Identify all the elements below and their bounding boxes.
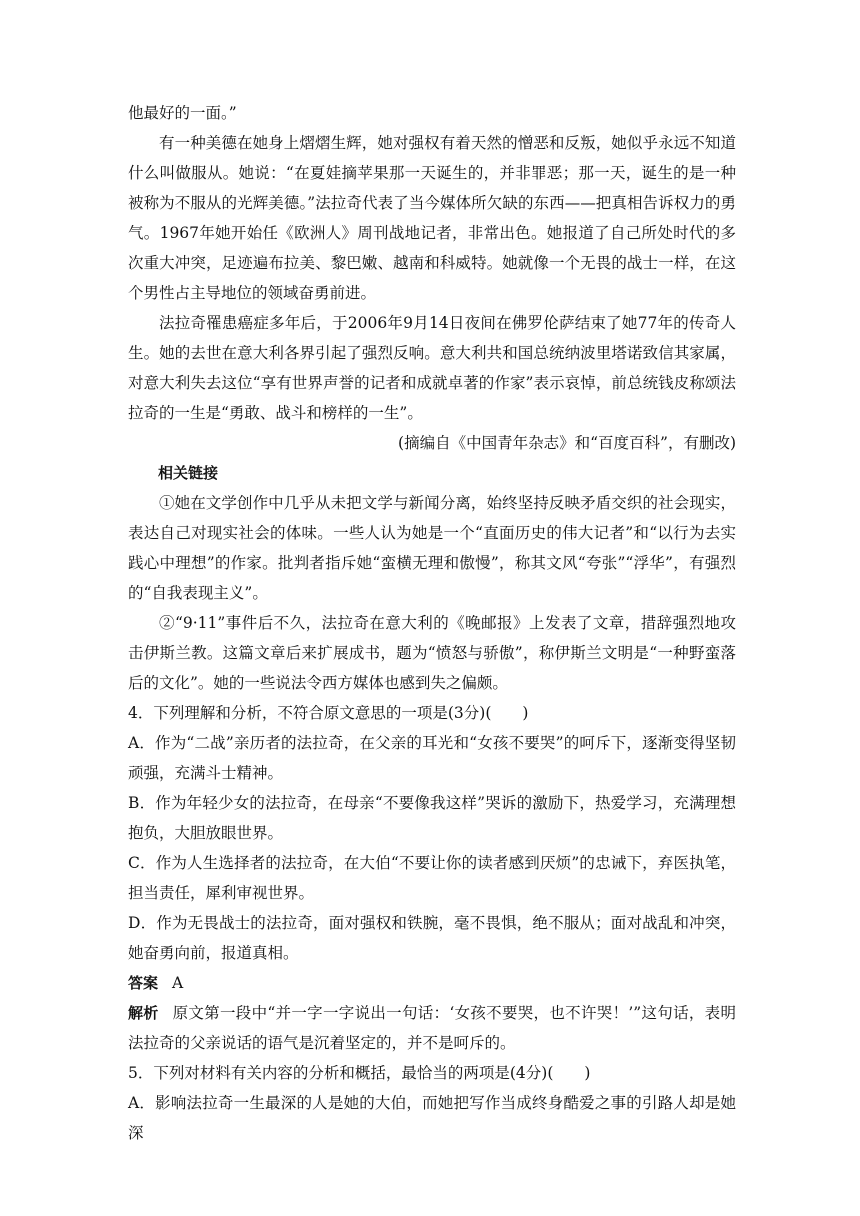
related-item-2: ②“9·11”事件后不久，法拉奇在意大利的《晚邮报》上发表了文章，措辞强烈地攻击伊斯兰教。这篇文章后来扩展成书，题为“愤怒与骄傲”，称伊斯兰文明是“一种野蛮落后的文化”。她的一些说法令西方媒体也感到失之偏颇。 bbox=[128, 614, 736, 692]
question-4-stem: 4．下列理解和分析，不符合原文意思的一项是(3分)( ) bbox=[128, 704, 529, 722]
document-body bbox=[128, 98, 736, 1148]
answer-label: 答案 bbox=[128, 974, 159, 992]
passage-paragraph-1: 有一种美德在她身上熠熠生辉，她对强权有着天然的憎恶和反叛，她似乎永远不知道什么叫做服从。她说：“在夏娃摘苹果那一天诞生的，并非罪恶；那一天，诞生的是一种被称为不服从的光辉美德。”法拉奇代表了当今媒体所欠缺的东西——把真相告诉权力的勇气。1967年她开始任《欧洲人》周刊战地记者，非常出色。她报道了自己所处时代的多次重大冲突，足迹遍布拉美、黎巴嫩、越南和科威特。她就像一个无畏的战士一样，在这个男性占主导地位的领域奋勇前进。 bbox=[128, 134, 736, 302]
question-4-option-a: A．作为“二战”亲历者的法拉奇，在父亲的耳光和“女孩不要哭”的呵斥下，逐渐变得坚韧顽强，充满斗士精神。 bbox=[128, 734, 736, 782]
related-item-1: ①她在文学创作中几乎从未把文学与新闻分离，始终坚持反映矛盾交织的社会现实，表达自己对现实社会的体味。一些人认为她是一个“直面历史的伟大记者”和“以行为去实践心中理想”的作家。批判者指斥她“蛮横无理和傲慢”，称其文风“夸张”“浮华”，有强烈的“自我表现主义”。 bbox=[128, 494, 736, 602]
passage-paragraph-0: 他最好的一面。” bbox=[128, 104, 237, 122]
passage-source: (摘编自《中国青年杂志》和“百度百科”，有删改) bbox=[398, 434, 736, 452]
question-4-option-c: C．作为人生选择者的法拉奇，在大伯“不要让你的读者感到厌烦”的忠诫下，弃医执笔，担当责任，犀利审视世界。 bbox=[128, 854, 736, 902]
analysis-text: 原文第一段中“并一字一字说出一句话：‘女孩不要哭，也不许哭！’”这句话，表明法拉奇的父亲说话的语气是沉着坚定的，并不是呵斥的。 bbox=[128, 1004, 736, 1052]
question-4-analysis bbox=[128, 998, 736, 1058]
question-5-option-a: A．影响法拉奇一生最深的人是她的大伯，而她把写作当成终身酷爱之事的引路人却是她深 bbox=[128, 1094, 736, 1142]
question-4-option-d: D．作为无畏战士的法拉奇，面对强权和铁腕，毫不畏惧，绝不服从；面对战乱和冲突，她奋勇向前，报道真相。 bbox=[128, 914, 736, 962]
question-5-stem: 5．下列对材料有关内容的分析和概括，最恰当的两项是(4分)( ) bbox=[128, 1064, 591, 1082]
analysis-label: 解析 bbox=[128, 1004, 159, 1022]
question-4-answer bbox=[128, 968, 736, 998]
question-4-option-b: B．作为年轻少女的法拉奇，在母亲“不要像我这样”哭诉的激励下，热爱学习，充满理想抱负，大胆放眼世界。 bbox=[128, 794, 736, 842]
passage-paragraph-2: 法拉奇罹患癌症多年后，于2006年9月14日夜间在佛罗伦萨结束了她77年的传奇人生。她的去世在意大利各界引起了强烈反响。意大利共和国总统纳波里塔诺致信其家属，对意大利失去这位“享有世界声誉的记者和成就卓著的作家”表示哀悼，前总统钱皮称颂法拉奇的一生是“勇敢、战斗和榜样的一生”。 bbox=[128, 314, 736, 422]
answer-value: A bbox=[172, 974, 184, 992]
related-links-heading: 相关链接 bbox=[158, 464, 219, 482]
